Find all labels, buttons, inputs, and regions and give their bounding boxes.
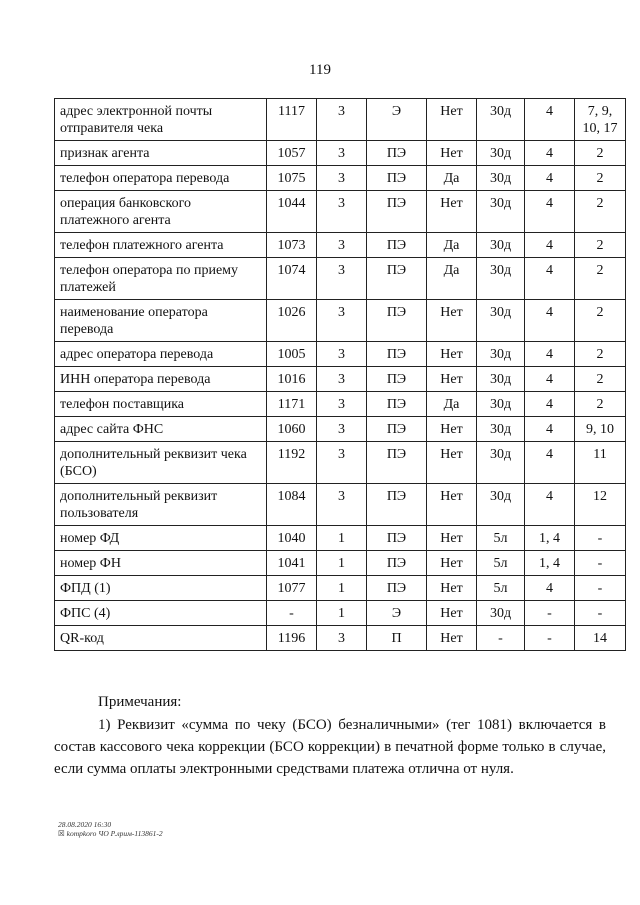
table-row [55, 191, 626, 233]
table-cell: 3 [317, 342, 367, 367]
table-cell: - [575, 551, 626, 576]
table-cell: 3 [317, 367, 367, 392]
table-cell: 3 [317, 233, 367, 258]
table-cell: 12 [575, 484, 626, 526]
table-row [55, 526, 626, 551]
table-cell: ПЭ [367, 484, 427, 526]
table-row [55, 442, 626, 484]
table-cell: 3 [317, 442, 367, 484]
table-cell: 1 [317, 576, 367, 601]
table-cell: 1196 [267, 626, 317, 651]
table-cell: 1057 [267, 141, 317, 166]
table-cell: 1117 [267, 99, 317, 141]
table-row [55, 484, 626, 526]
table-cell: 14 [575, 626, 626, 651]
requisite-name-cell: телефон оператора перевода [55, 166, 267, 191]
requisite-name-cell: ФПС (4) [55, 601, 267, 626]
table-row [55, 601, 626, 626]
table-cell: 1, 4 [525, 526, 575, 551]
table-cell: 4 [525, 258, 575, 300]
table-cell: ПЭ [367, 442, 427, 484]
table-cell: 4 [525, 342, 575, 367]
table-cell: 30д [477, 442, 525, 484]
table-cell: ПЭ [367, 576, 427, 601]
table-row [55, 300, 626, 342]
document-stamp [58, 820, 163, 838]
requisite-name-cell: ИНН оператора перевода [55, 367, 267, 392]
table-cell: 3 [317, 166, 367, 191]
table-cell: 3 [317, 258, 367, 300]
table-cell: 4 [525, 442, 575, 484]
table-cell: - [575, 526, 626, 551]
requisite-name-cell: номер ФД [55, 526, 267, 551]
table-cell: 4 [525, 576, 575, 601]
table-cell: 3 [317, 99, 367, 141]
table-cell: ПЭ [367, 166, 427, 191]
table-cell: 3 [317, 300, 367, 342]
notes-heading: Примечания: [98, 694, 182, 710]
table-cell: 3 [317, 392, 367, 417]
table-cell: 3 [317, 141, 367, 166]
table-cell: 30д [477, 417, 525, 442]
table-cell: Нет [427, 442, 477, 484]
table-cell: 1084 [267, 484, 317, 526]
table-cell: 4 [525, 367, 575, 392]
table-cell: ПЭ [367, 551, 427, 576]
requisite-name-cell: телефон платежного агента [55, 233, 267, 258]
table-cell: 4 [525, 99, 575, 141]
table-cell: 1005 [267, 342, 317, 367]
table-cell: ПЭ [367, 258, 427, 300]
table-cell: Нет [427, 141, 477, 166]
table-cell: 1077 [267, 576, 317, 601]
table-cell: Нет [427, 99, 477, 141]
table-cell: 3 [317, 417, 367, 442]
table-cell: ПЭ [367, 342, 427, 367]
table-cell: 2 [575, 191, 626, 233]
table-cell: ПЭ [367, 141, 427, 166]
requisite-name-cell: дополнительный реквизит пользователя [55, 484, 267, 526]
table-cell: 1 [317, 551, 367, 576]
table-cell: 1016 [267, 367, 317, 392]
table-cell: Да [427, 258, 477, 300]
table-row [55, 417, 626, 442]
table-cell: Нет [427, 342, 477, 367]
table-cell: 2 [575, 300, 626, 342]
table-cell: Нет [427, 191, 477, 233]
table-cell: - [477, 626, 525, 651]
table-cell: 1074 [267, 258, 317, 300]
requisite-name-cell: адрес оператора перевода [55, 342, 267, 367]
table-cell: 1, 4 [525, 551, 575, 576]
table-cell: 1 [317, 601, 367, 626]
table-cell: 30д [477, 484, 525, 526]
stamp-datetime: 28.08.2020 16:30 [58, 820, 112, 829]
table-cell: - [575, 601, 626, 626]
table-cell: 30д [477, 601, 525, 626]
table-row [55, 233, 626, 258]
table-cell: 30д [477, 367, 525, 392]
table-cell: 4 [525, 392, 575, 417]
table-cell: ПЭ [367, 233, 427, 258]
table-cell: Нет [427, 300, 477, 342]
table-cell: 30д [477, 392, 525, 417]
table-row [55, 258, 626, 300]
stamp-line: kompkoro ЧО Р.лрим-113861-2 [66, 829, 163, 838]
table-cell: Нет [427, 551, 477, 576]
requisite-name-cell: QR-код [55, 626, 267, 651]
table-cell: 3 [317, 191, 367, 233]
table-cell: 1041 [267, 551, 317, 576]
table-cell: 30д [477, 300, 525, 342]
table-cell: 5л [477, 551, 525, 576]
table-cell: 9, 10 [575, 417, 626, 442]
table-row [55, 392, 626, 417]
table-row [55, 166, 626, 191]
table-cell: П [367, 626, 427, 651]
table-cell: 30д [477, 233, 525, 258]
table-cell: 2 [575, 141, 626, 166]
table-cell: 7, 9, 10, 17 [575, 99, 626, 141]
requisite-name-cell: телефон оператора по приему платежей [55, 258, 267, 300]
table-cell: 30д [477, 166, 525, 191]
table-cell: 2 [575, 342, 626, 367]
table-cell: 4 [525, 233, 575, 258]
requisite-name-cell: операция банковского платежного агента [55, 191, 267, 233]
table-cell: 1060 [267, 417, 317, 442]
table-cell: 2 [575, 233, 626, 258]
requisite-name-cell: номер ФН [55, 551, 267, 576]
table-cell: - [525, 601, 575, 626]
table-cell: - [525, 626, 575, 651]
table-cell: 1192 [267, 442, 317, 484]
table-cell: Да [427, 166, 477, 191]
table-cell: 30д [477, 258, 525, 300]
table-cell: 30д [477, 141, 525, 166]
table-cell: 3 [317, 484, 367, 526]
table-cell: 11 [575, 442, 626, 484]
table-row [55, 367, 626, 392]
table-cell: 2 [575, 392, 626, 417]
table-row [55, 99, 626, 141]
table-cell: Нет [427, 484, 477, 526]
table-cell: ПЭ [367, 526, 427, 551]
table-cell: Э [367, 601, 427, 626]
table-cell: 1026 [267, 300, 317, 342]
table-cell: 30д [477, 99, 525, 141]
table-cell: 4 [525, 191, 575, 233]
table-row [55, 626, 626, 651]
table-row [55, 141, 626, 166]
table-cell: 30д [477, 342, 525, 367]
table-cell: 1075 [267, 166, 317, 191]
table-cell: ПЭ [367, 300, 427, 342]
note-item: 1) Реквизит «сумма по чеку (БСО) безналичными» (тег 1081) включается в состав кассового чека коррекции (БСО коррекции) в печатной форме только в случае, если сумма оплаты электронными средствами платежа отлична от нуля. [54, 717, 606, 777]
table-cell: 1 [317, 526, 367, 551]
table-cell: ПЭ [367, 417, 427, 442]
table-cell: Нет [427, 601, 477, 626]
table-cell: Нет [427, 367, 477, 392]
table-cell: ПЭ [367, 191, 427, 233]
table-cell: 4 [525, 417, 575, 442]
table-cell: 3 [317, 626, 367, 651]
table-cell: 4 [525, 484, 575, 526]
table-cell: Нет [427, 576, 477, 601]
table-cell: ПЭ [367, 392, 427, 417]
table-cell: 1044 [267, 191, 317, 233]
table-cell: Да [427, 233, 477, 258]
requisite-name-cell: ФПД (1) [55, 576, 267, 601]
table-row [55, 576, 626, 601]
table-cell: 2 [575, 258, 626, 300]
table-cell: 5л [477, 576, 525, 601]
requisite-name-cell: адрес сайта ФНС [55, 417, 267, 442]
table-cell: Нет [427, 626, 477, 651]
table-cell: 2 [575, 166, 626, 191]
document-icon: ☒ [58, 829, 65, 838]
table-cell: ПЭ [367, 367, 427, 392]
requisites-table [54, 98, 626, 651]
requisite-name-cell: наименование оператора перевода [55, 300, 267, 342]
requisite-name-cell: дополнительный реквизит чека (БСО) [55, 442, 267, 484]
table-cell: 5л [477, 526, 525, 551]
table-cell: Да [427, 392, 477, 417]
table-cell: 1040 [267, 526, 317, 551]
table-cell: Нет [427, 526, 477, 551]
table-cell: - [575, 576, 626, 601]
requisite-name-cell: адрес электронной почты отправителя чека [55, 99, 267, 141]
table-cell: 4 [525, 141, 575, 166]
requisite-name-cell: телефон поставщика [55, 392, 267, 417]
table-cell: 1073 [267, 233, 317, 258]
table-cell: - [267, 601, 317, 626]
table-cell: Нет [427, 417, 477, 442]
table-cell: 30д [477, 191, 525, 233]
requisite-name-cell: признак агента [55, 141, 267, 166]
table-cell: 4 [525, 166, 575, 191]
table-row [55, 551, 626, 576]
page-number: 119 [309, 62, 331, 78]
table-row [55, 342, 626, 367]
table-cell: 4 [525, 300, 575, 342]
table-cell: 2 [575, 367, 626, 392]
table-cell: 1171 [267, 392, 317, 417]
table-cell: Э [367, 99, 427, 141]
